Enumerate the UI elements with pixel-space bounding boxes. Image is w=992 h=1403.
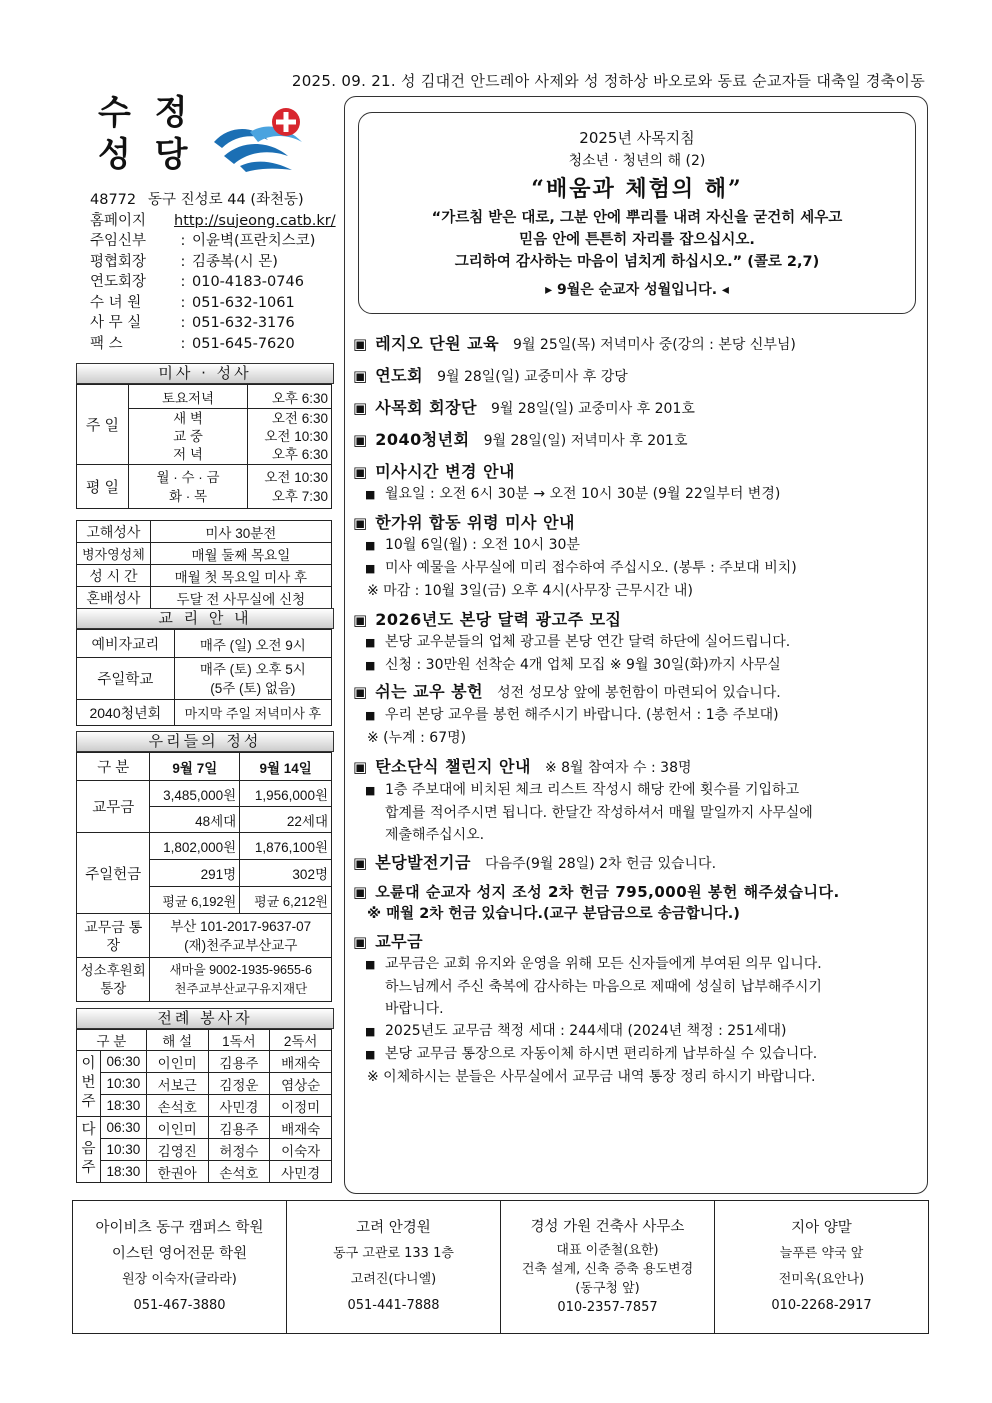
parish-info <box>90 190 340 354</box>
list-item: ■ 10월 6일(월) : 오전 10시 30분 <box>365 537 580 553</box>
homepage-link[interactable]: http://sujeong.catb.kr/ <box>174 212 336 229</box>
list-item: ■ 1층 주보대에 비치된 체크 리스트 작성시 해당 칸에 횟수를 기입하고 <box>365 782 800 798</box>
mass-header: 미사 · 성사 <box>76 363 334 384</box>
notice-legio: ▣ 레지오 단원 교육 9월 25일(목) 저녁미사 중(강의 : 본당 신부님) <box>353 334 796 353</box>
pastoral-year: 2025년 사목지침 <box>579 129 695 147</box>
list-item: ■ 신청 : 30만원 선착순 4개 업체 모집 ※ 9월 30일(화)까지 사무실 <box>365 657 781 673</box>
checkbox-square-icon: ▣ <box>353 514 368 532</box>
ad-academy: 아이비츠 동구 캠퍼스 학원 이스턴 영어전문 학원 원장 이숙자(글라라) 051-467-3880 <box>73 1201 287 1333</box>
notices: ▣ 레지오 단원 교육 9월 25일(목) 저녁미사 중(강의 : 본당 신부님) ▣ 연도회 9월 28일(일) 교중미사 후 강당 ▣ 사목회 회장단 9월 28일(일) 교중미사 후 201호 ▣ 2040청년회 9월 28일(일) 저녁미사 후 201호 ▣ 미사시간 변경 안내 ■ 월요일 : 오전 6시 30분 → 오전 10시 30분 (9월 22일부터 변경) ▣ 한가위 합동 위령 미사 안내 ■ 10월 6일(월) : 오전 10시 30분 ■ 미사 예물을 사무실에 미리 접수하여 주십시오. (봉투 : 주보대 비치) ※ 마감 : 10월 3일(금) 오후 4시(사무장 근무시간 내) ▣ 2026년도 본당 달력 광고주 모집 ■ 본당 교우분들의 업체 광고를 본당 연간 달력 하단에 실어드립니다. ■ 신청 : 30만원 선착순 4개 업체 모집 ※ 9월 30일(화)까지 사무실 ▣ 쉬는 교우 봉헌 성전 성모상 앞에 봉헌함이 마련되어 있습니다. ■ 우리 본당 교우를 봉헌 해주시기 바랍니다. (봉헌서 : 1층 주보대) ※ (누계 : 67명) ▣ 탄소단식 챌린지 안내 ※ 8월 참여자 수 : 38명 ■ 1층 주보대에 비치된 체크 리스트 작성시 해당 칸에 횟수를 기입하고 합계를 적어주시면 됩니다. 한달간 작성하셔서 매월 말일까지 사무실에 제출해주십시오. ▣ 본당발전기금 다음주(9월 28일) 2차 헌금 있습니다. ▣ 오륜대 순교자 성지 조성 2차 헌금 795,000원 봉헌 해주셨습니다. ※ 매월 2차 헌금 있습니다.(교구 분담금으로 송금합니다.) ▣ 교무금 ■ 교무금은 교회 유지와 운영을 위해 모든 신자들에게 부여된 의무 입니다. 하느님께서 주신 축복에 감사하는 마음으로 제때에 성실히 납부해주시기 바랍니다. ■ 2025년도 교무금 책정 세대 : 244세대 (2024년 책정 : 251세대) ■ 본당 교무금 통장으로 자동이체 하시면 편리하게 납부하실 수 있습니다. ※ 이체하시는 분들은 사무실에서 교무금 내역 통장 정리 하시기 바랍니다. <box>353 330 923 1088</box>
pastoral-verse: “가르침 받은 대로, 그분 안에 뿌리를 내려 자신을 굳건히 세우고 믿음 안에 튼튼히 자리를 잡으십시오. 그리하여 감사하는 마음이 넘치게 하십시오.” (콜로 2,7) <box>431 210 843 270</box>
info-row-fax: 팩 스 : 051-645-7620 <box>90 335 295 352</box>
parish-logo-icon <box>210 104 310 174</box>
parish-name-line1: 수 정 <box>98 93 194 133</box>
pastoral-motto: “배움과 체험의 해” <box>531 176 743 202</box>
sacrament-table: 고해성사 미사 30분전 병자영성체 매월 둘째 목요일 성 시 간 매월 첫 목요일 미사 후 혼배성사 두달 전 사무실에 신청 <box>76 520 332 609</box>
checkbox-square-icon: ▣ <box>353 367 368 385</box>
pastoral-sub: 청소년 · 청년의 해 (2) <box>568 153 706 169</box>
checkbox-square-icon: ▣ <box>353 683 368 701</box>
list-item: ■ 교무금은 교회 유지와 운영을 위해 모든 신자들에게 부여된 의무 입니다. <box>365 956 822 972</box>
servers-table: 구 분 해 설 1독서 2독서 이번주 06:30 이인미 김용주 배재숙 10:30 서보근 김정운 염상순 18:30 손석호 사민경 이정미 다음주 06:30 이인미 김용주 배재숙 10:30 김영진 허정수 이숙자 18:30 한권아 손석호 사민경 <box>76 1029 332 1183</box>
notice-2040: ▣ 2040청년회 9월 28일(일) 저녁미사 후 201호 <box>353 430 688 449</box>
notice-fund: ▣ 본당발전기금 다음주(9월 28일) 2차 헌금 있습니다. <box>353 853 717 872</box>
list-note: ※ (누계 : 67명) <box>367 730 467 746</box>
checkbox-square-icon: ▣ <box>353 431 368 449</box>
checkbox-square-icon: ▣ <box>353 758 368 776</box>
checkbox-square-icon: ▣ <box>353 463 368 481</box>
list-item: ■ 미사 예물을 사무실에 미리 접수하여 주십시오. (봉투 : 주보대 비치) <box>365 560 797 576</box>
list-item: ■ 2025년도 교무금 책정 세대 : 244세대 (2024년 책정 : 251세대) <box>365 1023 787 1039</box>
checkbox-square-icon: ▣ <box>353 854 368 872</box>
list-item: ■ 본당 교우분들의 업체 광고를 본당 연간 달력 하단에 실어드립니다. <box>365 634 791 650</box>
offering-header: 우리들의 정성 <box>76 731 334 752</box>
notice-council: ▣ 사목회 회장단 9월 28일(일) 교중미사 후 201호 <box>353 398 695 417</box>
info-row-office: 사 무 실 : 051-632-3176 <box>90 315 295 331</box>
notice-yeondo: ▣ 연도회 9월 28일(일) 교중미사 후 강당 <box>353 366 628 385</box>
notice-chuseok: ▣ 한가위 합동 위령 미사 안내 <box>353 513 575 532</box>
ad-socks: 지아 양말 늘푸른 약국 앞 전미옥(요안나) 010-2268-2917 <box>771 1220 872 1313</box>
dateline: 2025. 09. 21. 성 김대건 안드레아 사제와 성 정하상 바오로와 동료 순교자들 대축일 경축이동 <box>291 72 925 90</box>
mass-table: 주 일 토요저녁 오후 6:30 새 벽 교 중 저 녁 오전 6:30 오전 10:30 오후 6:30 평 일 월 · 수 · 금 화 · 목 오전 10:30 오후 7:30 <box>76 384 332 509</box>
list-note: ※ 매월 2차 헌금 있습니다.(교구 분담금으로 송금합니다.) <box>367 906 740 922</box>
notice-mass-time: ▣ 미사시간 변경 안내 <box>353 462 515 481</box>
checkbox-square-icon: ▣ <box>353 335 368 353</box>
info-row-homepage: 홈페이지 http://sujeong.catb.kr/ <box>90 211 340 232</box>
list-item: ■ 우리 본당 교우를 봉헌 해주시기 바랍니다. (봉헌서 : 1층 주보대) <box>365 707 779 723</box>
list-note: ※ 마감 : 10월 3일(금) 오후 4시(사무장 근무시간 내) <box>367 583 693 599</box>
edu-table: 예비자교리 매주 (일) 오전 9시 주일학교 매주 (토) 오후 5시 (5주 (토) 없음) 2040청년회 마지막 주일 저녁미사 후 <box>76 629 332 726</box>
notice-carbon: ▣ 탄소단식 챌린지 안내 ※ 8월 참여자 수 : 38명 <box>353 757 692 776</box>
info-row-pastor: 주임신부 : 이윤벽(프란치스코) <box>90 233 316 249</box>
notice-calendar: ▣ 2026년도 본당 달력 광고주 모집 <box>353 610 622 629</box>
info-row-yeondo: 연도회장 : 010-4183-0746 <box>90 274 304 290</box>
info-row-convent: 수 녀 원 : 051-632-1061 <box>90 294 295 311</box>
notice-tithe: ▣ 교무금 <box>353 932 424 951</box>
info-row-council: 평협회장 : 김종복(시 몬) <box>90 253 278 270</box>
servers-header: 전례 봉사자 <box>76 1008 334 1029</box>
list-note: ※ 이체하시는 분들은 사무실에서 교무금 내역 통장 정리 하시기 바랍니다. <box>367 1069 816 1085</box>
parish-name-line2: 성 당 <box>98 135 194 175</box>
offering-table: 구 분 9월 7일 9월 14일 교무금 3,485,000원 1,956,000원 48세대 22세대 주일헌금 1,802,000원 1,876,100원 291명 302명 평균 6,192원 평균 6,212원 교무금 통장 부산 101-2017-9637-07 (재)천주교부산교구 성소후원회 통장 새마을 9002-1935-9655-6 천주교부산교구유지재단 <box>76 752 332 1002</box>
sunday-label: 주 일 <box>77 385 129 465</box>
parish-name <box>98 92 194 176</box>
list-item: ■ 본당 교무금 통장으로 자동이체 하시면 편리하게 납부하실 수 있습니다. <box>365 1046 818 1062</box>
weekday-label: 평 일 <box>77 465 129 509</box>
ad-optician: 고려 안경원 동구 고관로 133 1층 고려진(다니엘) 051-441-7888 <box>287 1201 501 1333</box>
checkbox-square-icon: ▣ <box>353 933 368 951</box>
checkbox-square-icon: ▣ <box>353 611 368 629</box>
notice-oryundae: ▣ 오륜대 순교자 성지 조성 2차 헌금 795,000원 봉헌 해주셨습니다. <box>353 883 840 901</box>
info-row-address: 48772 동구 진성로 44 (좌천동) <box>90 192 304 208</box>
checkbox-square-icon: ▣ <box>353 883 368 901</box>
ad-architect: 경성 가원 건축사 사무소 대표 이준철(요한) 건축 설계, 신축 증축 용도변경 (동구청 앞) 010-2357-7857 <box>501 1201 715 1333</box>
ads-bar <box>72 1200 929 1334</box>
pastoral-box <box>358 112 916 314</box>
checkbox-square-icon: ▣ <box>353 399 368 417</box>
edu-header: 교 리 안 내 <box>76 608 334 629</box>
pastoral-month: ▸ 9월은 순교자 성월입니다. ◂ <box>545 282 729 298</box>
list-item: ■ 월요일 : 오전 6시 30분 → 오전 10시 30분 (9월 22일부터 변경) <box>365 486 781 502</box>
notice-resting: ▣ 쉬는 교우 봉헌 성전 성모상 앞에 봉헌함이 마련되어 있습니다. <box>353 682 781 701</box>
